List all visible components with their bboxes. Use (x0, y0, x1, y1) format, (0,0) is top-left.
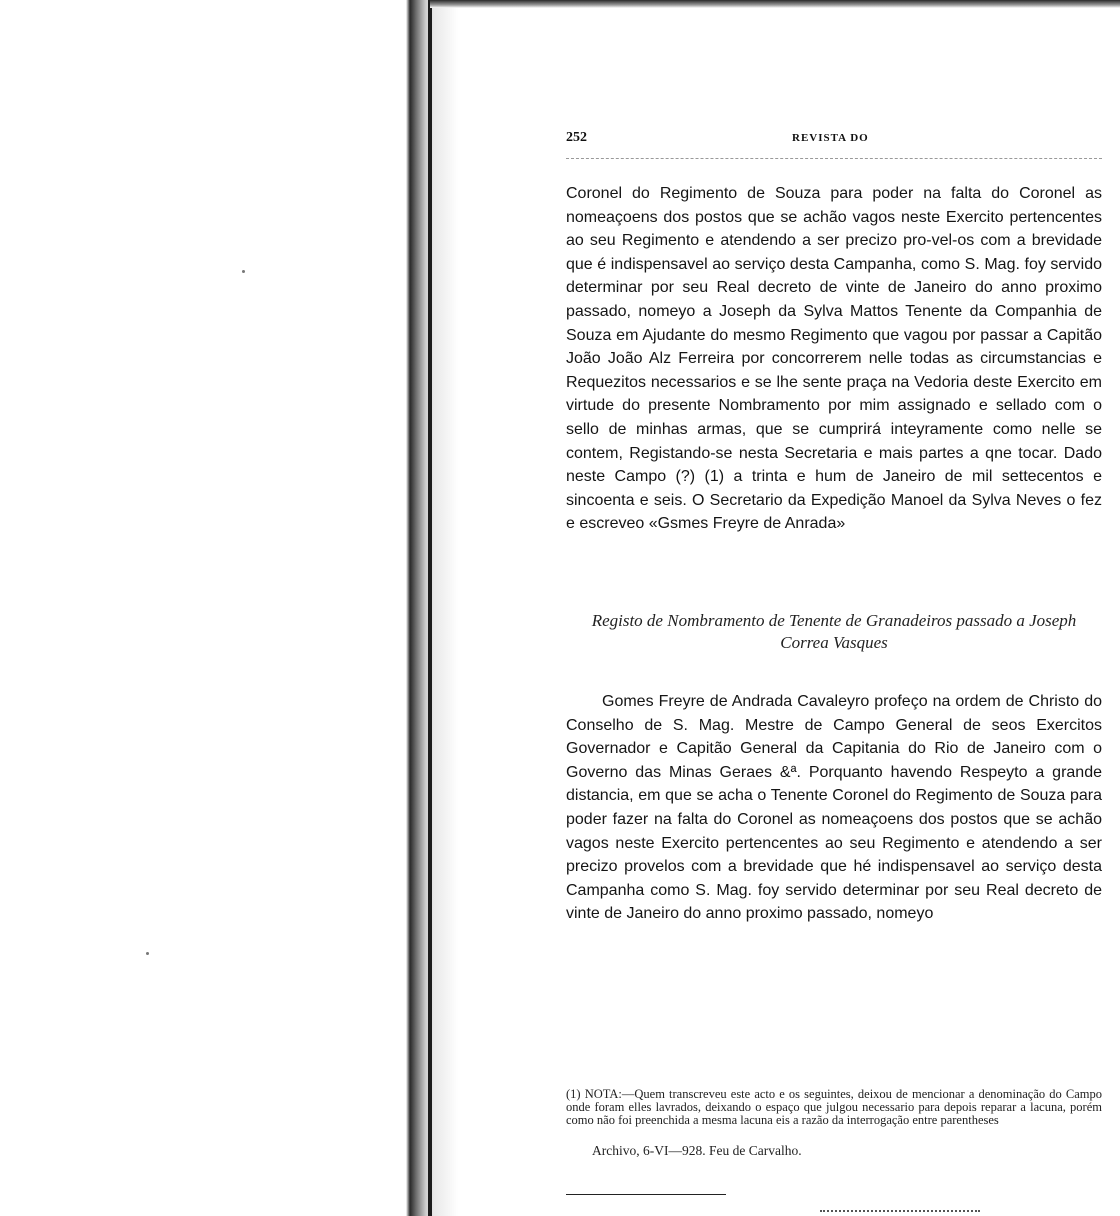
page-number: 252 (566, 130, 587, 145)
page-bottom-marks (820, 1210, 980, 1212)
footnote: (1) NOTA:—Quem transcreveu este acto e os seguintes, deixou de mencionar a denominação do Campo onde foram elles lavrados, deixando o espaço que julgou necessario para depois reparar a lacuna, porém como não foi preenchida a mesma lacuna eis a razão da interrogação entre parentheses (566, 1087, 1102, 1127)
running-title: REVISTA DO (792, 132, 869, 144)
first-paragraph-block (566, 182, 1102, 536)
running-head (566, 130, 1106, 150)
header-rule (566, 158, 1102, 159)
section-heading: Registo de Nombramento de Tenente de Granadeiros passado a Joseph Correa Vasques (591, 611, 1077, 652)
footnote-rule (566, 1194, 726, 1195)
second-paragraph-block (566, 690, 1102, 926)
scan-speck (146, 952, 149, 955)
scan-speck (242, 270, 245, 273)
second-paragraph: Gomes Freyre de Andrada Cavaleyro profeço na ordem de Christo do Conselho de S. Mag. Mestre de Campo General de seos Exercitos Governador e Capitão General da Capitania do Rio de Janeiro com o Governo das Minas Geraes &ª. Porquanto havendo Respeyto a grande distancia, em que se acha o Tenente Coronel do Regimento de Souza para poder fazer na falta do Coronel as nomeaçoens dos postos que se achão vagos neste Exercito pertencentes ao seu Regimento e atendendo a ser precizo provelos com a brevidade que hé indispensavel ao serviço desta Campanha como S. Mag. foy servido determinar por seu Real decreto de vinte de Janeiro do anno proximo passado, nomeyo (566, 693, 1102, 923)
page-top-edge (430, 0, 1120, 8)
footnote-signature: Archivo, 6-VI—928. Feu de Carvalho. (592, 1143, 802, 1158)
binding-edge (428, 0, 432, 1216)
first-paragraph: Coronel do Regimento de Souza para poder na falta do Coronel as nomeaçoens dos postos que se achão vagos neste Exercito pertencentes ao seu Regimento e atendendo a ser precizo pro-vel-os com a brevidade que é indispensavel ao serviço desta Campanha, como S. Mag. foy servido determinar por seu Real decreto de vinte de Janeiro do anno proximo passado, nomeyo a Joseph da Sylva Mattos Tenente da Companhia de Souza em Ajudante do mesmo Regimento que vagou por passar a Capitão João João Alz Ferreira por concorrerem nelle todas as circumstancias e Requezitos necessarios e se lhe sente praça na Vedoria deste Exercito em virtude do presente Nombramento por mim assignado e sellado com o sello de minhas armas, que se cumprirá inteyramente como nelle se contem, Registando-se nesta Secretaria e mais partes a qne tocar. Dado neste Campo (?) (1) a trinta e hum de Janeiro de mil settecentos e sincoenta e seis. O Secretario da Expedição Manoel da Sylva Neves o fez e escreveo «Gsmes Freyre de Anrada» (566, 185, 1102, 533)
